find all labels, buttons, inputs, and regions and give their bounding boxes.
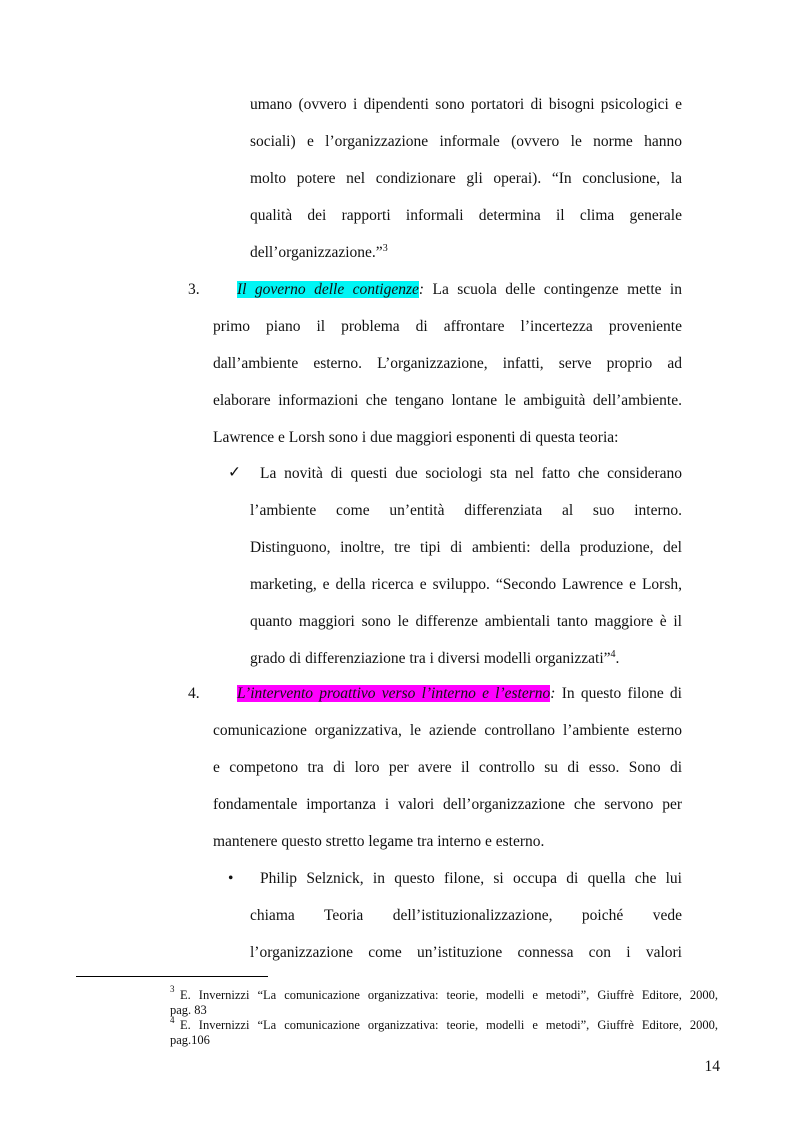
paragraph-line: comunicazione organizzativa, le aziende controllano l’ambiente esterno <box>213 722 682 739</box>
highlighted-heading: L’intervento proattivo verso l’interno e l’esterno <box>237 685 551 702</box>
bullet-icon: • <box>228 870 234 887</box>
list-number: 4. <box>188 685 200 702</box>
bullet-line: quanto maggiori sono le differenze ambientali tanto maggiore è il <box>250 613 682 630</box>
list-item-heading-line: Il governo delle contigenze: La scuola delle contingenze mette in <box>237 281 682 298</box>
bullet-line-last: grado di differenziazione tra i diversi modelli organizzati”$^4$. <box>250 648 620 667</box>
page-number: 14 <box>704 1058 720 1075</box>
paragraph-line: elaborare informazioni che tengano lontane le ambiguità dell’ambiente. <box>213 392 682 409</box>
footnote-ref: 3 <box>382 242 388 254</box>
paragraph-line: sociali) e l’organizzazione informale (ovvero le norme hanno <box>250 133 682 150</box>
highlighted-heading: Il governo delle contigenze <box>237 281 419 298</box>
footnote-text: E. Invernizzi “La comunicazione organizzativa: teorie, modelli e metodi”, Giuffrè Editore, 2000, <box>180 1018 718 1032</box>
paragraph-line: e competono tra di loro per avere il controllo su di esso. Sono di <box>213 759 682 776</box>
paragraph-line-last: dell’organizzazione.”$^3$ <box>250 242 388 261</box>
footnote-text: E. Invernizzi “La comunicazione organizzativa: teorie, modelli e metodi”, Giuffrè Editore, 2000, <box>180 988 718 1002</box>
paragraph-line: primo piano il problema di affrontare l’incertezza proveniente <box>213 318 682 335</box>
paragraph-line: umano (ovvero i dipendenti sono portatori di bisogni psicologici e <box>250 96 682 113</box>
footnote-number: 3 <box>170 984 175 994</box>
footnote-text: pag. 83 <box>170 1003 207 1017</box>
footnote-text: pag.106 <box>170 1033 210 1047</box>
checkmark-icon: ✓ <box>228 464 241 481</box>
bullet-line: l’ambiente come un’entità differenziata al suo interno. <box>250 502 682 519</box>
paragraph-line-last: Lawrence e Lorsh sono i due maggiori esponenti di questa teoria: <box>213 429 619 446</box>
bullet-line: Distinguono, inoltre, tre tipi di ambienti: della produzione, del <box>250 539 682 556</box>
list-item-heading-line: L’intervento proattivo verso l’interno e l’esterno: In questo filone di <box>237 685 682 702</box>
footnote-ref: 4 <box>610 648 616 660</box>
paragraph-line: molto potere nel condizionare gli operai). “In conclusione, la <box>250 170 682 187</box>
paragraph-line-last: mantenere questo stretto legame tra interno e esterno. <box>213 833 545 850</box>
list-number: 3. <box>188 281 200 298</box>
paragraph-line: fondamentale importanza i valori dell’organizzazione che servono per <box>213 796 682 813</box>
paragraph-line: qualità dei rapporti informali determina il clima generale <box>250 207 682 224</box>
bullet-line: marketing, e della ricerca e sviluppo. “Secondo Lawrence e Lorsh, <box>250 576 682 593</box>
bullet-line: chiama Teoria dell’istituzionalizzazione, poiché vede <box>250 907 682 924</box>
paragraph-line: dall’ambiente esterno. L’organizzazione, infatti, serve proprio ad <box>213 355 682 372</box>
bullet-line: Philip Selznick, in questo filone, si occupa di quella che lui <box>260 870 682 887</box>
footnote-separator <box>76 976 268 977</box>
bullet-line: La novità di questi due sociologi sta nel fatto che considerano <box>260 465 682 482</box>
bullet-line: l’organizzazione come un’istituzione connessa con i valori <box>250 944 682 961</box>
footnote-number: 4 <box>170 1015 175 1025</box>
